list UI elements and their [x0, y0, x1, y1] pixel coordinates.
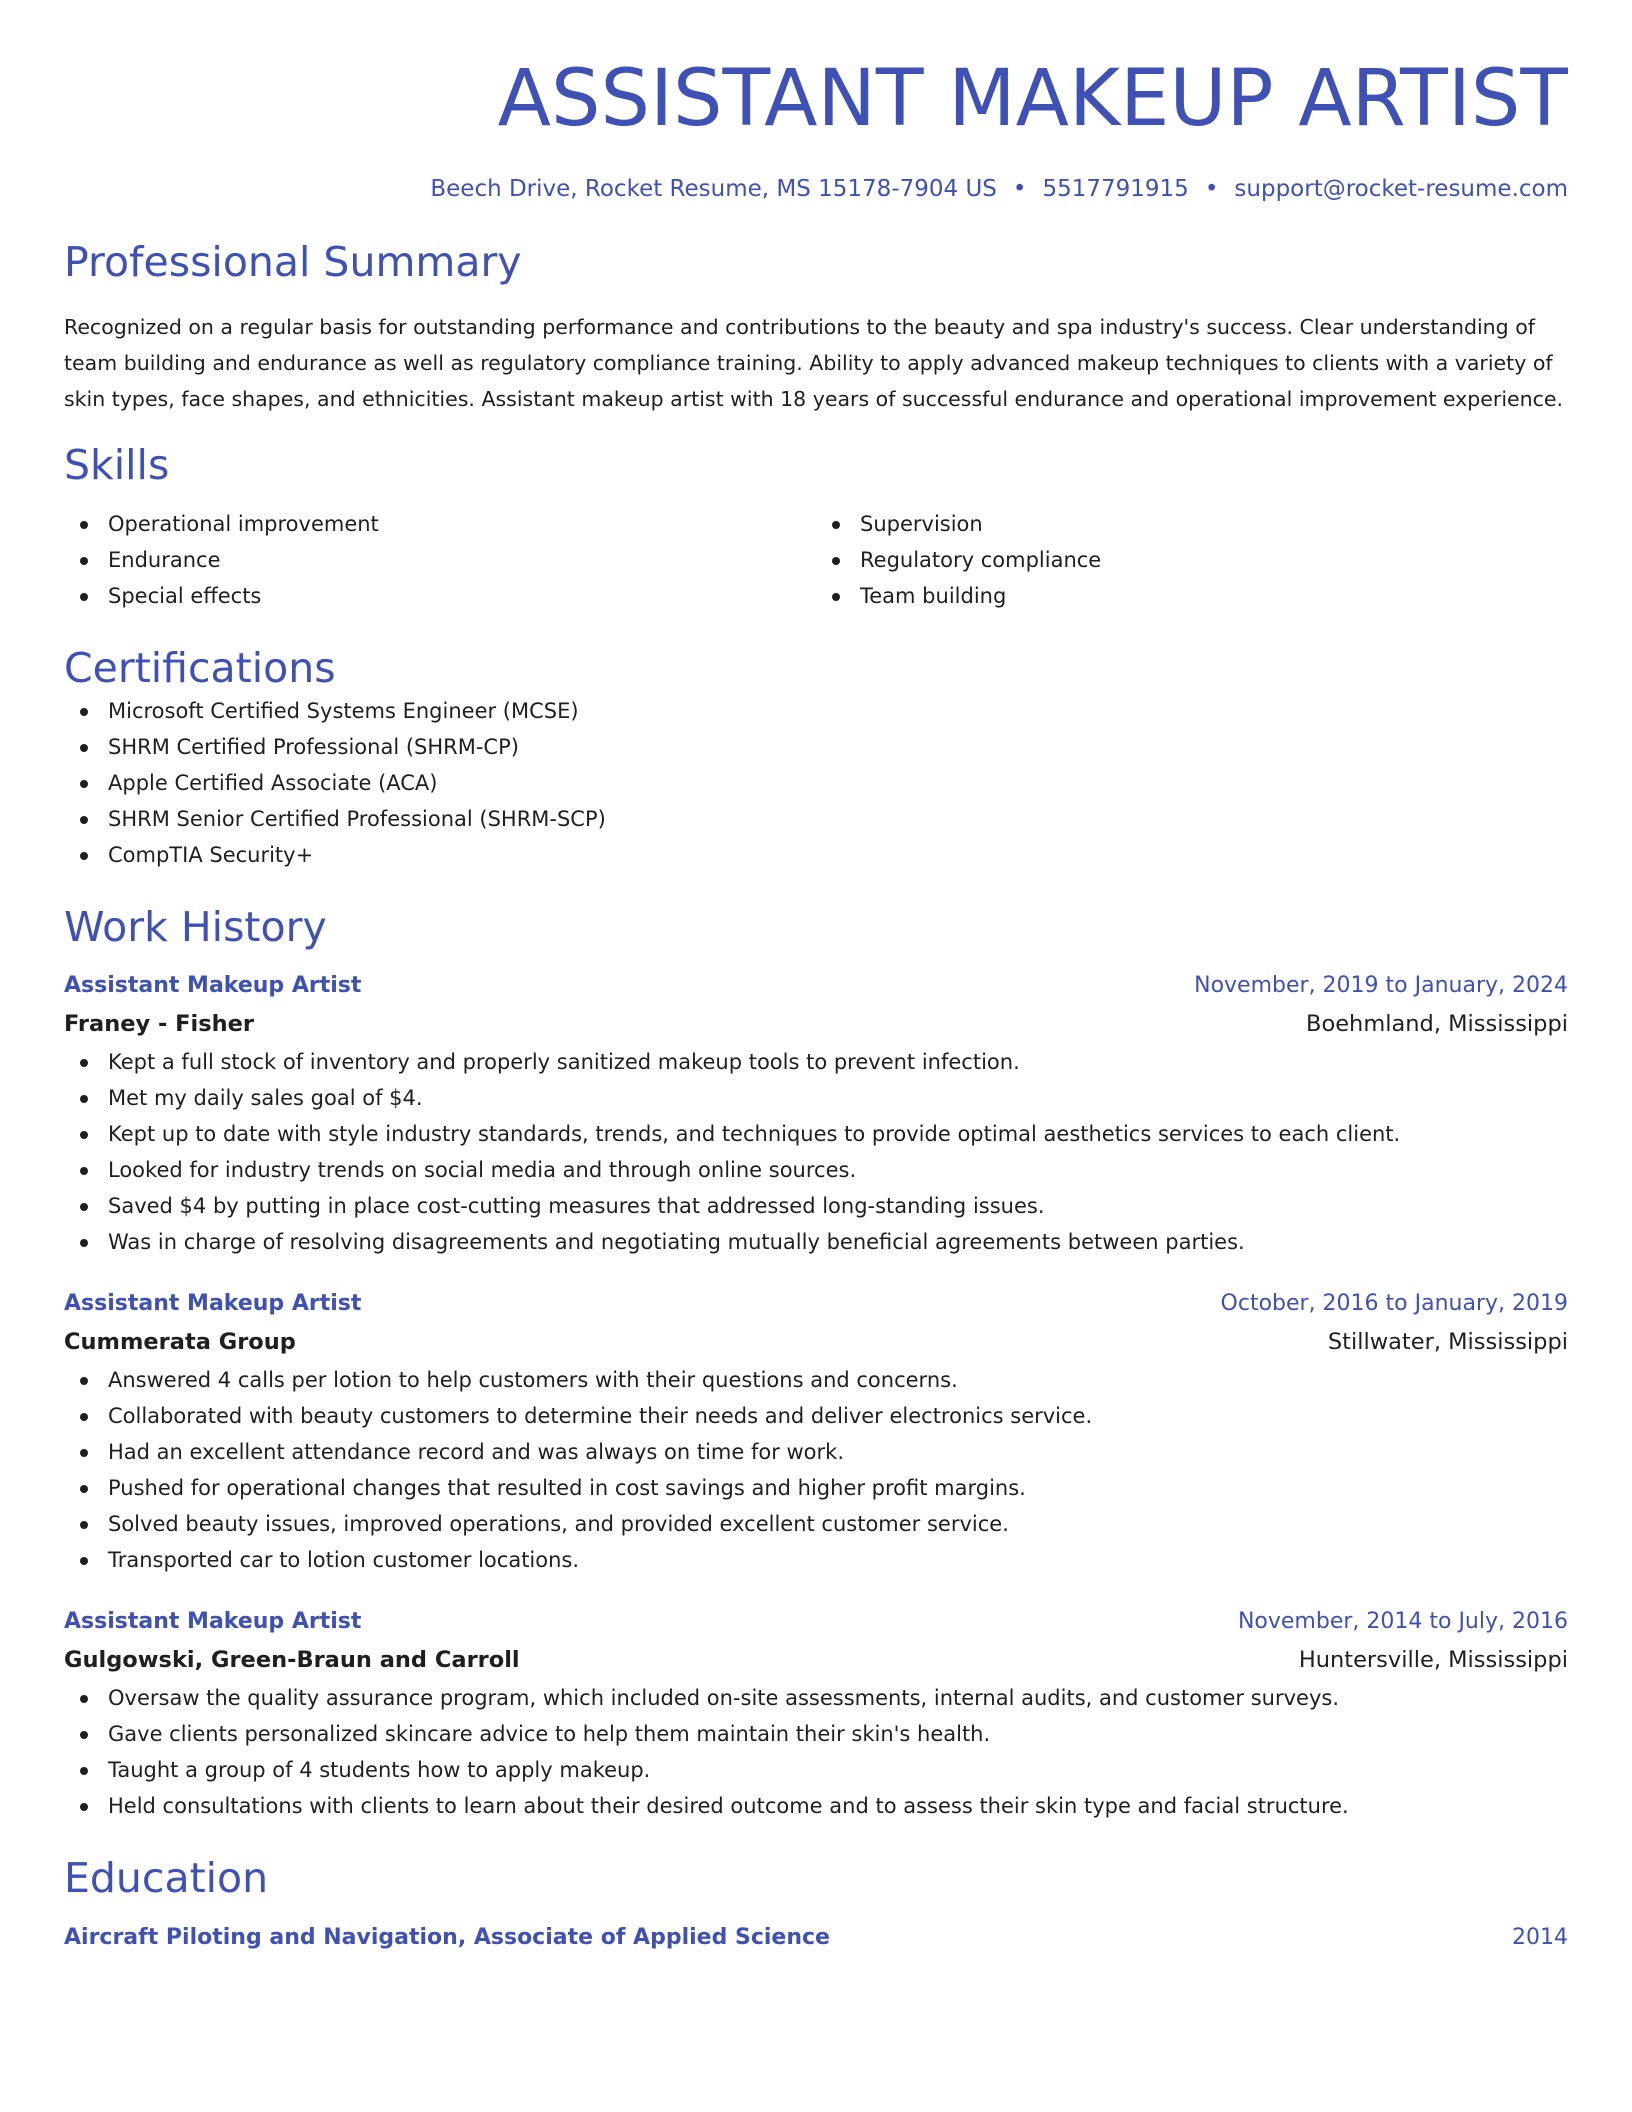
section-title-skills: Skills	[64, 440, 170, 489]
skills-column-left	[64, 506, 816, 614]
job-dates: November, 2014 to July, 2016	[1237, 1609, 1568, 1635]
education-entry	[64, 1920, 1568, 1956]
certifications-list	[64, 693, 1568, 873]
job-dates: October, 2016 to January, 2019	[1220, 1291, 1568, 1317]
job-bullets	[64, 1680, 1568, 1824]
job-location: Huntersville, Mississippi	[1298, 1647, 1568, 1674]
candidate-name: ASSISTANT MAKEUP ARTIST	[497, 54, 1568, 144]
job-bullets	[64, 1044, 1568, 1260]
certification-item: CompTIA Security+	[64, 837, 1568, 873]
job-company: Cummerata Group	[64, 1329, 296, 1356]
job-bullet: Kept a full stock of inventory and properly sanitized makeup tools to prevent infection.	[64, 1044, 1568, 1080]
job-bullet: Saved $4 by putting in place cost-cutting measures that addressed long-standing issues.	[64, 1188, 1568, 1224]
job-bullet: Gave clients personalized skincare advice to help them maintain their skin's health.	[64, 1716, 1568, 1752]
job-bullet: Pushed for operational changes that resulted in cost savings and higher profit margins.	[64, 1470, 1568, 1506]
skills-list-left	[64, 506, 816, 614]
skill-item: Supervision	[816, 506, 1568, 542]
job-dates: November, 2019 to January, 2024	[1194, 973, 1568, 999]
contact-separator: •	[1204, 176, 1219, 202]
job-bullet: Oversaw the quality assurance program, which included on-site assessments, internal audits, and customer surveys.	[64, 1680, 1568, 1716]
education-year: 2014	[1512, 1924, 1568, 1950]
job-location: Stillwater, Mississippi	[1327, 1329, 1568, 1356]
skill-item: Regulatory compliance	[816, 542, 1568, 578]
job-title: Assistant Makeup Artist	[64, 1291, 362, 1317]
job-header-row	[64, 1604, 1568, 1640]
job-bullet: Kept up to date with style industry standards, trends, and techniques to provide optimal aesthetics services to each client.	[64, 1116, 1568, 1152]
job-company: Franey - Fisher	[64, 1011, 255, 1038]
certification-item: Microsoft Certified Systems Engineer (MCSE)	[64, 693, 1568, 729]
section-title-certifications: Certifications	[64, 643, 336, 692]
section-title-work-history: Work History	[64, 903, 327, 952]
certification-item: SHRM Certified Professional (SHRM-CP)	[64, 729, 1568, 765]
job-title: Assistant Makeup Artist	[64, 1609, 362, 1635]
section-title-education: Education	[64, 1854, 269, 1903]
contact-separator: •	[1012, 176, 1027, 202]
job-bullet: Collaborated with beauty customers to determine their needs and deliver electronics service.	[64, 1398, 1568, 1434]
job-location: Boehmland, Mississippi	[1306, 1011, 1568, 1038]
summary-text: Recognized on a regular basis for outstanding performance and contributions to the beauty and spa industry's success. Clear understanding of team building and endurance as well as regulatory compliance training. Ability to apply advanced makeup techniques to clients with a variety of skin types, face shapes, and ethnicities. Assistant makeup artist with 18 years of successful endurance and operational improvement experience.	[64, 314, 1564, 411]
skills-grid	[64, 506, 1568, 614]
job-bullets	[64, 1362, 1568, 1578]
skills-column-right	[816, 506, 1568, 614]
contact-line	[64, 176, 1568, 204]
job-bullet: Solved beauty issues, improved operations, and provided excellent customer service.	[64, 1506, 1568, 1542]
resume-header	[64, 54, 1568, 204]
contact-phone: 5517791915	[1042, 176, 1189, 202]
certification-item: SHRM Senior Certified Professional (SHRM-SCP)	[64, 801, 1568, 837]
job-bullet: Had an excellent attendance record and was always on time for work.	[64, 1434, 1568, 1470]
job-bullet: Transported car to lotion customer locations.	[64, 1542, 1568, 1578]
job-header-row	[64, 968, 1568, 1004]
job-bullet: Met my daily sales goal of $4.	[64, 1080, 1568, 1116]
job-company-row	[64, 1322, 1568, 1362]
job-bullet: Looked for industry trends on social media and through online sources.	[64, 1152, 1568, 1188]
job-title: Assistant Makeup Artist	[64, 973, 362, 999]
resume-page	[64, 0, 1568, 2112]
education-degree: Aircraft Piloting and Navigation, Associate of Applied Science	[64, 1924, 830, 1950]
skills-list-right	[816, 506, 1568, 614]
job-company-row	[64, 1004, 1568, 1044]
job-entry	[64, 968, 1568, 1260]
job-bullet: Taught a group of 4 students how to apply makeup.	[64, 1752, 1568, 1788]
job-bullet: Held consultations with clients to learn about their desired outcome and to assess their skin type and facial structure.	[64, 1788, 1568, 1824]
job-bullet: Was in charge of resolving disagreements and negotiating mutually beneficial agreements between parties.	[64, 1224, 1568, 1260]
skill-item: Team building	[816, 578, 1568, 614]
certification-item: Apple Certified Associate (ACA)	[64, 765, 1568, 801]
job-header-row	[64, 1286, 1568, 1322]
job-bullet: Answered 4 calls per lotion to help customers with their questions and concerns.	[64, 1362, 1568, 1398]
skill-item: Endurance	[64, 542, 816, 578]
contact-address: Beech Drive, Rocket Resume, MS 15178-7904 US	[430, 176, 997, 202]
skill-item: Operational improvement	[64, 506, 816, 542]
job-entry	[64, 1604, 1568, 1824]
section-title-summary: Professional Summary	[64, 237, 522, 286]
job-entry	[64, 1286, 1568, 1578]
skill-item: Special effects	[64, 578, 816, 614]
job-company: Gulgowski, Green-Braun and Carroll	[64, 1647, 520, 1674]
job-company-row	[64, 1640, 1568, 1680]
contact-email: support@rocket-resume.com	[1234, 176, 1568, 202]
